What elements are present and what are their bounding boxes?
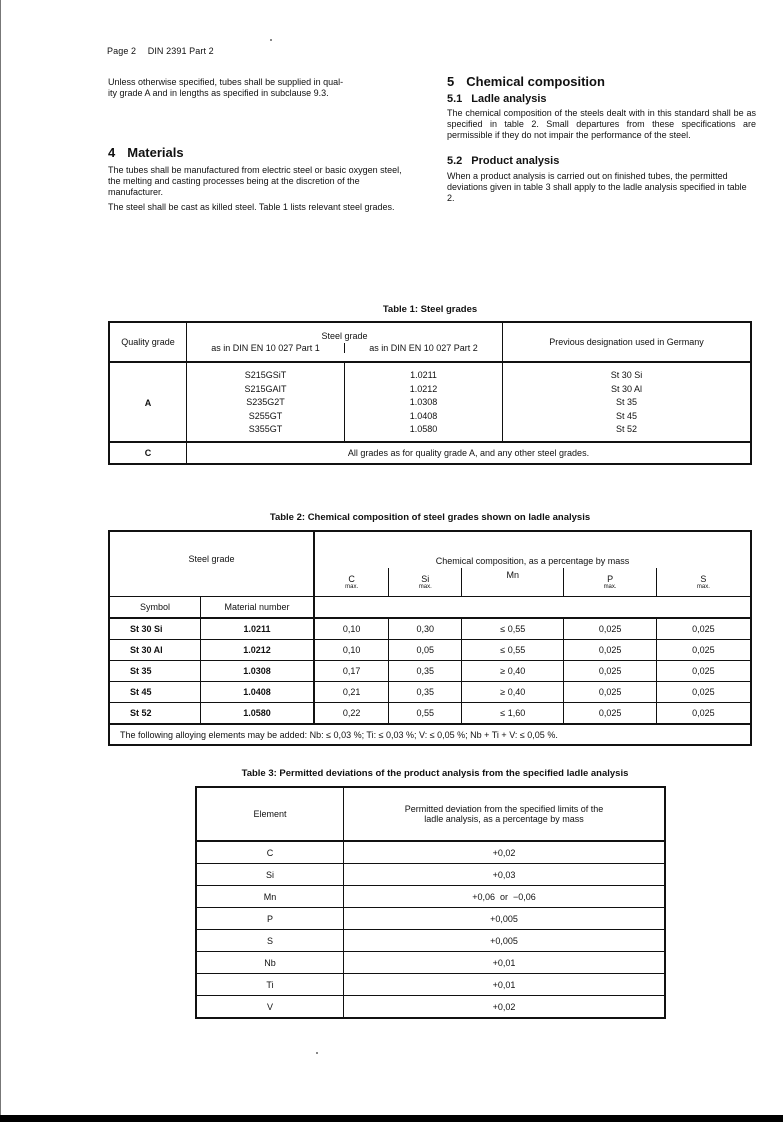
element-name: Si	[421, 573, 430, 584]
cell-symbol: St 35	[109, 661, 201, 682]
cell-si: 0,55	[389, 703, 462, 725]
scan-speck	[270, 39, 272, 41]
header-element-mn	[462, 568, 564, 597]
cell-deviation: +0,005	[344, 930, 666, 952]
cell-material: 1.0212	[201, 640, 315, 661]
header-material-number: Material number	[201, 597, 315, 619]
cell-deviation: +0,02	[344, 841, 666, 864]
previous-item: St 30 Al	[610, 383, 643, 394]
section-4-heading	[108, 145, 418, 160]
table-3-caption: Table 3: Permitted deviations of the product analysis from the specified ladle analysis	[241, 768, 629, 779]
cell-deviation: +0,005	[344, 908, 666, 930]
header-previous-designation: Previous designation used in Germany	[503, 322, 752, 362]
standard-name: DIN 2391 Part 2	[147, 46, 214, 56]
element-name: P	[607, 573, 614, 584]
table-row	[109, 640, 751, 661]
part2-item: 1.0408	[409, 410, 438, 421]
table-row	[196, 974, 665, 996]
header-quality-grade: Quality grade	[109, 322, 187, 362]
cell-material: 1.0211	[201, 618, 315, 640]
cell-element: S	[196, 930, 344, 952]
part2-item: 1.0580	[409, 424, 438, 434]
cell-element: P	[196, 908, 344, 930]
table-row	[109, 661, 751, 682]
table-row-grade-a	[109, 362, 751, 442]
cell-deviation: +0,02	[344, 996, 666, 1019]
alloying-note: The following alloying elements may be added: Nb: ≤ 0,03 %; Ti: ≤ 0,03 %; V: ≤ 0,05 %; Nb + Ti + V: ≤ 0,05 %.	[109, 724, 751, 745]
table-row	[196, 952, 665, 974]
intro-paragraph	[108, 77, 418, 99]
table-subheader-row	[109, 597, 751, 619]
right-column	[447, 74, 756, 204]
cell-s: 0,025	[656, 640, 751, 661]
cell-material: 1.0580	[201, 703, 315, 725]
table-2-caption: Table 2: Chemical composition of steel grades shown on ladle analysis	[269, 512, 591, 523]
element-name: C	[348, 573, 355, 584]
section-4-paragraph-1: The tubes shall be manufactured from electric steel or basic oxygen steel, the melting and casting processes being at the discretion of the manufacturer.	[108, 165, 402, 197]
subsection-5-1-text: The chemical composition of the steels dealt with in this standard shall be as specified in table 2. Small departures from these specifications are permissible if they do not impair the performance of the steel.	[447, 108, 756, 140]
cell-si: 0,35	[389, 661, 462, 682]
table-row	[196, 841, 665, 864]
subsection-title: Product analysis	[471, 155, 560, 167]
left-column	[108, 77, 418, 213]
cell-element: Nb	[196, 952, 344, 974]
element-note: max.	[603, 583, 617, 590]
section-title: Materials	[127, 145, 184, 160]
cell-element: Ti	[196, 974, 344, 996]
section-number: 5	[447, 74, 455, 89]
subsection-5-1-heading	[447, 93, 756, 105]
element-note: max.	[345, 583, 359, 590]
cell-p: 0,025	[564, 618, 657, 640]
previous-item: St 52	[615, 424, 637, 434]
intro-line: Unless otherwise specified, tubes shall be supplied in qual-	[108, 77, 344, 87]
subsection-title: Ladle analysis	[471, 93, 547, 105]
element-note: max.	[418, 583, 432, 590]
cell-material: 1.0308	[201, 661, 315, 682]
cell-p: 0,025	[564, 682, 657, 703]
scan-bottom-bar	[0, 1115, 783, 1122]
previous-item: St 30 Si	[610, 370, 643, 380]
cell-p: 0,025	[564, 640, 657, 661]
quality-grade-a: A	[109, 362, 187, 442]
part1-item: S355GT	[248, 424, 283, 434]
cell-s: 0,025	[656, 661, 751, 682]
table-row	[196, 930, 665, 952]
steel-grade-subheaders	[187, 343, 502, 353]
section-4-paragraph-2: The steel shall be cast as killed steel. Table 1 lists relevant steel grades.	[108, 202, 395, 212]
page-header	[107, 46, 214, 56]
table-row	[196, 864, 665, 886]
table-1-steel-grades	[108, 321, 752, 465]
steel-grade-label: Steel grade	[188, 554, 235, 564]
cell-c: 0,10	[314, 640, 389, 661]
part1-list	[187, 362, 345, 442]
element-name: Mn	[506, 570, 519, 580]
part2-item: 1.0212	[409, 383, 438, 394]
table-2-chemical-composition	[108, 530, 752, 746]
cell-symbol: St 52	[109, 703, 201, 725]
part1-item: S215GAIT	[244, 383, 287, 394]
header-element-s	[656, 568, 751, 597]
cell-si: 0,30	[389, 618, 462, 640]
header-steel-grade	[187, 322, 503, 362]
steel-grade-label: Steel grade	[321, 331, 368, 341]
cell-c: 0,22	[314, 703, 389, 725]
header-symbol: Symbol	[109, 597, 201, 619]
table-row	[196, 886, 665, 908]
table-row	[109, 618, 751, 640]
header-element: Element	[196, 787, 344, 841]
subsection-5-2-heading	[447, 155, 756, 167]
part1-item: S215GSiT	[244, 370, 287, 380]
section-number: 4	[108, 145, 116, 160]
cell-deviation: +0,06 or −0,06	[344, 886, 666, 908]
cell-deviation: +0,03	[344, 864, 666, 886]
cell-element: Si	[196, 864, 344, 886]
cell-mn: ≤ 1,60	[462, 703, 564, 725]
page-number: Page 2	[107, 46, 137, 56]
part2-item: 1.0308	[409, 397, 438, 407]
cell-symbol: St 45	[109, 682, 201, 703]
subsection-5-2-text: When a product analysis is carried out on finished tubes, the permitted deviations given in table 3 shall apply to the ladle analysis specified in table 2.	[447, 171, 747, 203]
header-part-1: as in DIN EN 10 027 Part 1	[187, 343, 345, 353]
intro-line: ity grade A and in lengths as specified in subclause 9.3.	[108, 88, 329, 98]
cell-si: 0,05	[389, 640, 462, 661]
table-header-row	[109, 322, 751, 362]
cell-element: Mn	[196, 886, 344, 908]
table-note-row	[109, 724, 751, 745]
part2-item: 1.0211	[410, 370, 437, 380]
header-composition: Chemical composition, as a percentage by mass	[314, 531, 751, 568]
previous-item: St 45	[615, 410, 637, 421]
cell-element: C	[196, 841, 344, 864]
part1-item: S235G2T	[246, 397, 285, 407]
header-deviation: Permitted deviation from the specified limits of the ladle analysis, as a percentage by mass	[344, 787, 666, 841]
table-header-row	[109, 531, 751, 568]
cell-deviation: +0,01	[344, 974, 666, 996]
section-5-heading	[447, 74, 756, 89]
previous-item: St 35	[615, 397, 637, 407]
table-1-caption: Table 1: Steel grades	[382, 304, 478, 315]
cell-mn: ≥ 0,40	[462, 682, 564, 703]
section-title: Chemical composition	[466, 74, 605, 89]
cell-mn: ≥ 0,40	[462, 661, 564, 682]
grade-c-text: All grades as for quality grade A, and any other steel grades.	[187, 442, 752, 464]
cell-element: V	[196, 996, 344, 1019]
part2-list	[345, 362, 503, 442]
header-element-si	[389, 568, 462, 597]
cell-deviation: +0,01	[344, 952, 666, 974]
cell-p: 0,025	[564, 661, 657, 682]
previous-list	[503, 362, 752, 442]
header-steel-grade	[109, 531, 314, 597]
header-part-2: as in DIN EN 10 027 Part 2	[369, 343, 478, 353]
header-element-p	[564, 568, 657, 597]
header-spacer	[314, 597, 751, 619]
subsection-number: 5.1	[447, 93, 463, 105]
cell-c: 0,21	[314, 682, 389, 703]
cell-mn: ≤ 0,55	[462, 640, 564, 661]
cell-s: 0,025	[656, 618, 751, 640]
table-row	[196, 908, 665, 930]
cell-si: 0,35	[389, 682, 462, 703]
cell-c: 0,17	[314, 661, 389, 682]
cell-c: 0,10	[314, 618, 389, 640]
table-row-grade-c	[109, 442, 751, 464]
scan-left-edge	[0, 0, 1, 1122]
subsection-number: 5.2	[447, 155, 463, 167]
element-note: max.	[696, 583, 710, 590]
element-name: S	[700, 573, 707, 584]
table-row	[196, 996, 665, 1019]
part1-item: S255GT	[248, 410, 283, 421]
cell-s: 0,025	[656, 682, 751, 703]
cell-material: 1.0408	[201, 682, 315, 703]
cell-symbol: St 30 Si	[109, 618, 201, 640]
cell-symbol: St 30 Al	[109, 640, 201, 661]
table-3-permitted-deviations	[195, 786, 666, 1019]
table-row	[109, 682, 751, 703]
table-header-row	[196, 787, 665, 841]
cell-s: 0,025	[656, 703, 751, 725]
scan-speck	[316, 1052, 318, 1054]
quality-grade-c: C	[109, 442, 187, 464]
table-row	[109, 703, 751, 725]
cell-p: 0,025	[564, 703, 657, 725]
cell-mn: ≤ 0,55	[462, 618, 564, 640]
header-element-c	[314, 568, 389, 597]
